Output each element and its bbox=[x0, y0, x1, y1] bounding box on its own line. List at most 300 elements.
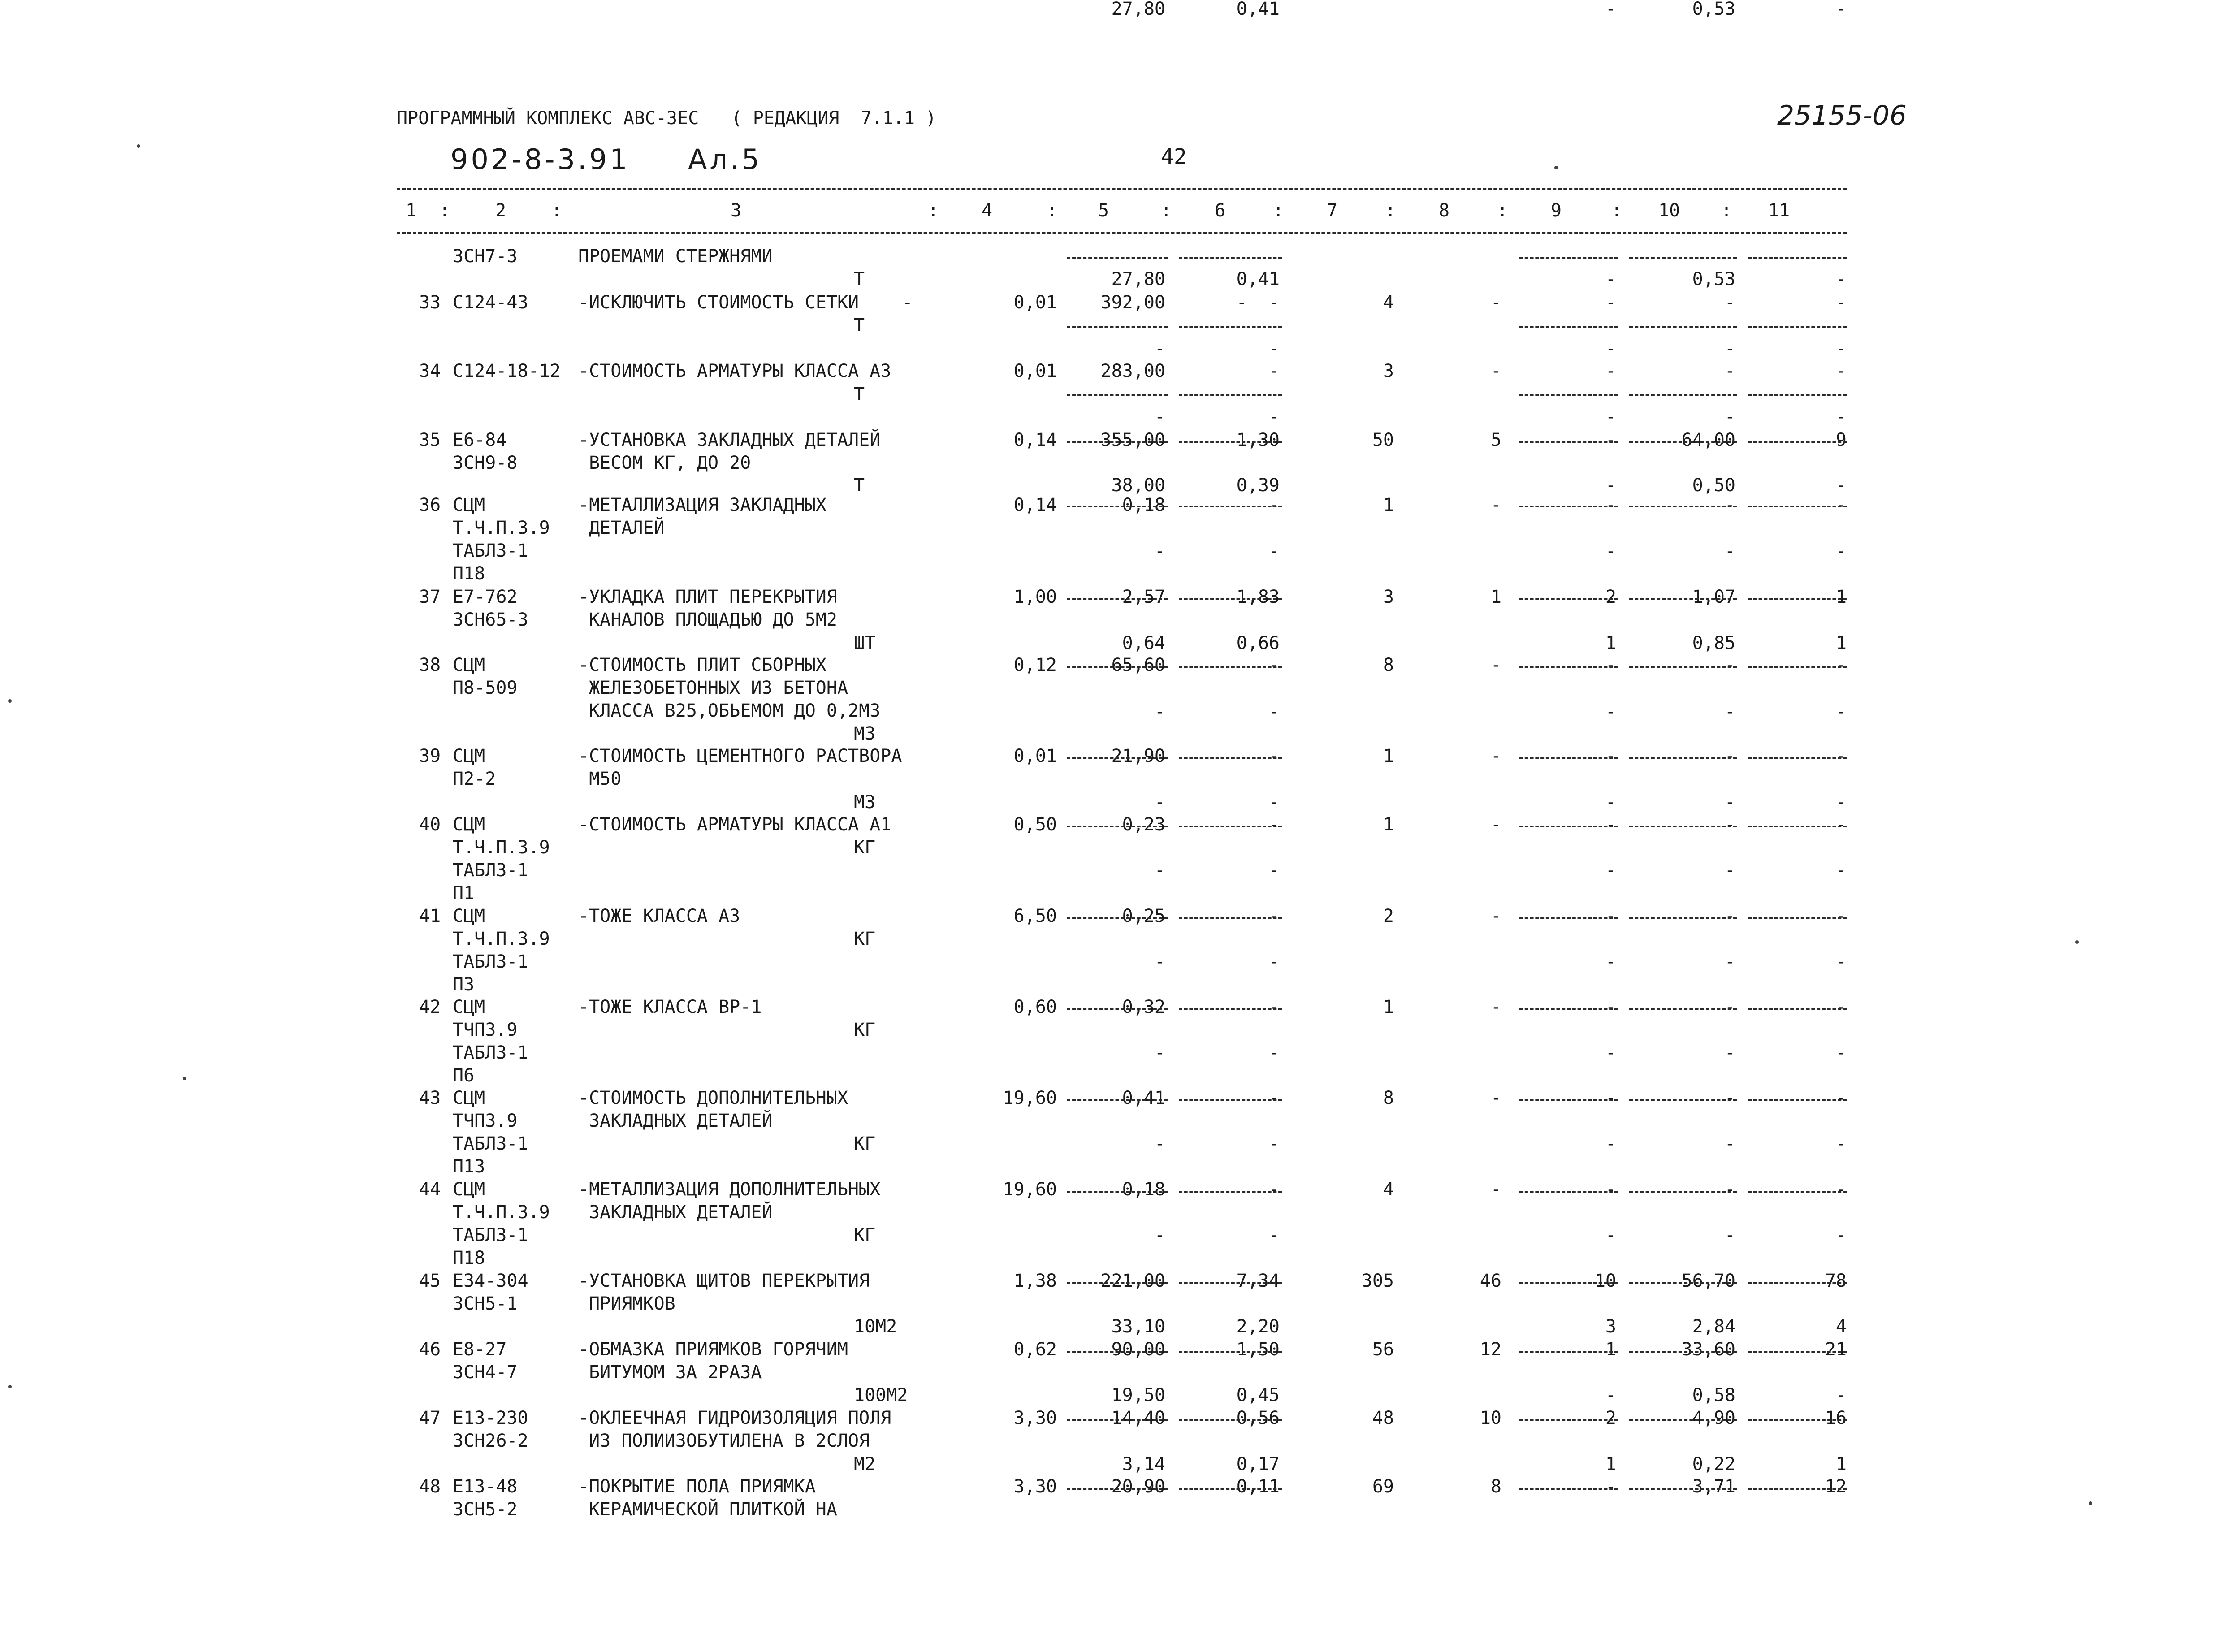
sub-value-col-9: - bbox=[1605, 951, 1616, 972]
value-separator bbox=[1629, 1008, 1737, 1010]
sub-value-col-10: - bbox=[1724, 1133, 1735, 1154]
value-separator bbox=[1067, 666, 1168, 668]
cell-col-11: 12 bbox=[1825, 1476, 1847, 1497]
cell-col-10: 3,71 bbox=[1692, 1476, 1735, 1497]
item-description: -СТОИМОСТЬ ЦЕМЕНТНОГО РАСТВОРА bbox=[578, 746, 902, 766]
cell-col-10: - bbox=[1724, 495, 1735, 515]
cell-col-10: 1,07 bbox=[1692, 587, 1735, 607]
value-separator bbox=[1748, 598, 1847, 600]
value-separator bbox=[1748, 257, 1847, 259]
row-number: 45 bbox=[419, 1271, 441, 1291]
cell-col-6: 1,50 bbox=[1236, 1339, 1280, 1360]
sub-value-col-6: 0,41 bbox=[1236, 269, 1280, 290]
cell-col-4: 0,50 bbox=[1013, 814, 1057, 835]
row-number: 48 bbox=[419, 1476, 441, 1497]
unit: КГ bbox=[854, 837, 876, 858]
cell-col-11: - bbox=[1835, 495, 1847, 515]
header-rule-bottom bbox=[397, 232, 1847, 234]
cell-col-4: 6,50 bbox=[1013, 906, 1057, 926]
item-description: ПРОЕМАМИ СТЕРЖНЯМИ bbox=[578, 246, 773, 267]
item-description: БИТУМОМ ЗА 2РАЗА bbox=[578, 1362, 762, 1383]
col-10: 10 bbox=[1658, 200, 1680, 221]
cell-col-7: 8 bbox=[1383, 1088, 1394, 1108]
cell-col-10: 64,00 bbox=[1681, 430, 1735, 450]
col-3: 3 bbox=[731, 200, 742, 221]
value-separator bbox=[1179, 326, 1282, 328]
cell-col-6: - bbox=[1268, 361, 1280, 381]
item-code: Е6-84 bbox=[453, 430, 507, 450]
item-code: П1 bbox=[453, 883, 475, 904]
value-separator bbox=[1519, 326, 1618, 328]
item-description: ИЗ ПОЛИИЗОБУТИЛЕНА В 2СЛОЯ bbox=[578, 1431, 870, 1451]
scan-speck bbox=[2089, 1501, 2092, 1505]
item-description: -ОБМАЗКА ПРИЯМКОВ ГОРЯЧИМ bbox=[578, 1339, 848, 1360]
item-description: КЛАССА В25,ОБЬЕМОМ ДО 0,2М3 bbox=[578, 701, 881, 721]
col-sep: : bbox=[928, 200, 939, 221]
unit: ШТ bbox=[854, 633, 876, 653]
cell-col-5: 0,18 bbox=[1122, 1179, 1165, 1200]
item-description: ВЕСОМ КГ, ДО 20 bbox=[578, 453, 751, 473]
value-separator bbox=[1519, 917, 1618, 919]
col-11: 11 bbox=[1768, 200, 1790, 221]
sub-value-col-9: - bbox=[1605, 701, 1616, 722]
col-6: 6 bbox=[1215, 200, 1226, 221]
cell-col-5: 0,18 bbox=[1122, 495, 1165, 515]
cell-col-11: - bbox=[1835, 0, 1847, 19]
unit: 10М2 bbox=[854, 1316, 897, 1337]
item-code: П2-2 bbox=[453, 769, 496, 789]
cell-col-8: 1 bbox=[1490, 587, 1501, 607]
sub-value-col-5: - bbox=[1154, 1225, 1165, 1245]
program-title: ПРОГРАММНЫЙ КОМПЛЕКС АВС-ЗЕС ( РЕДАКЦИЯ 7.1.1 ) bbox=[397, 108, 937, 129]
cell-col-11: - bbox=[1835, 1088, 1847, 1108]
col-4: 4 bbox=[982, 200, 993, 221]
cell-col-5: 0,32 bbox=[1122, 997, 1165, 1017]
value-separator bbox=[1519, 506, 1618, 507]
sub-value-col-10: - bbox=[1724, 338, 1735, 359]
value-separator bbox=[1519, 394, 1618, 396]
cell-col-11: - bbox=[1835, 997, 1847, 1017]
sub-value-col-11: - bbox=[1835, 1225, 1847, 1245]
cell-col-6: 0,11 bbox=[1236, 1476, 1280, 1497]
cell-col-9: - bbox=[1605, 1088, 1616, 1108]
value-separator bbox=[1629, 757, 1737, 759]
sub-value-col-11: - bbox=[1835, 269, 1847, 290]
cell-col-7: 48 bbox=[1372, 1408, 1394, 1428]
handwritten-number: 25155-06 bbox=[1777, 100, 1907, 131]
cell-col-9: - bbox=[1605, 292, 1616, 313]
value-separator bbox=[1519, 826, 1618, 827]
sub-value-col-11: - bbox=[1835, 1133, 1847, 1154]
cell-col-6: - bbox=[1268, 814, 1280, 835]
header-rule-top bbox=[397, 188, 1847, 190]
cell-col-9: - bbox=[1605, 0, 1616, 19]
sub-value-col-5: - bbox=[1154, 792, 1165, 813]
cell-col-6: - bbox=[1268, 906, 1280, 926]
sub-value-col-5: 3,14 bbox=[1122, 1454, 1165, 1475]
cell-col-9: 2 bbox=[1605, 1408, 1616, 1428]
cell-col-6: 0,56 bbox=[1236, 1408, 1280, 1428]
sub-value-col-5: - bbox=[1154, 541, 1165, 562]
row-number: 40 bbox=[419, 814, 441, 835]
cell-col-4: 0,12 bbox=[1013, 655, 1057, 675]
value-separator bbox=[1748, 1191, 1847, 1193]
value-separator bbox=[1629, 598, 1737, 600]
item-code: ТАБЛ3-1 bbox=[453, 1225, 528, 1245]
unit: М3 bbox=[854, 723, 876, 744]
sub-value-col-10: - bbox=[1724, 1042, 1735, 1063]
item-code: ТАБЛ3-1 bbox=[453, 1133, 528, 1154]
value-separator bbox=[1748, 1351, 1847, 1353]
row-number: 38 bbox=[419, 655, 441, 675]
value-separator bbox=[1519, 257, 1618, 259]
value-separator bbox=[1748, 666, 1847, 668]
item-description: М50 bbox=[578, 769, 622, 789]
value-separator bbox=[1629, 257, 1737, 259]
cell-col-10: - bbox=[1724, 292, 1735, 313]
item-code: Т.Ч.П.3.9 bbox=[453, 518, 550, 538]
value-separator bbox=[1067, 1008, 1168, 1010]
cell-col-5: 27,80 bbox=[1111, 0, 1165, 19]
row-number: 36 bbox=[419, 495, 441, 515]
value-separator bbox=[1067, 1099, 1168, 1101]
cell-col-4: 1,00 bbox=[1013, 587, 1057, 607]
cell-col-10: 0,53 bbox=[1692, 0, 1735, 19]
unit: КГ bbox=[854, 1225, 876, 1245]
col-1: 1 bbox=[406, 200, 417, 221]
cell-col-7: 4 bbox=[1383, 292, 1394, 313]
scan-speck bbox=[1554, 166, 1558, 169]
item-code: Т.Ч.П.3.9 bbox=[453, 929, 550, 949]
sub-value-col-9: - bbox=[1605, 1225, 1616, 1245]
cell-col-8: 8 bbox=[1490, 1476, 1501, 1497]
cell-col-7: 2 bbox=[1383, 906, 1394, 926]
value-separator bbox=[1067, 1191, 1168, 1193]
value-separator bbox=[1748, 506, 1847, 507]
cell-col-4: 19,60 bbox=[1003, 1088, 1057, 1108]
col-2: 2 bbox=[495, 200, 506, 221]
item-code: Т.Ч.П.3.9 bbox=[453, 1202, 550, 1223]
cell-col-10: - bbox=[1724, 655, 1735, 675]
row-number: 42 bbox=[419, 997, 441, 1017]
cell-col-5: 392,00 bbox=[1100, 292, 1165, 313]
cell-col-9: - bbox=[1605, 430, 1616, 450]
sub-value-col-6: - bbox=[1268, 1133, 1280, 1154]
cell-col-7: 3 bbox=[1383, 587, 1394, 607]
cell-col-7: 69 bbox=[1372, 1476, 1394, 1497]
scan-speck bbox=[183, 1077, 186, 1080]
cell-col-5: 21,90 bbox=[1111, 746, 1165, 766]
value-separator bbox=[1519, 1191, 1618, 1193]
sub-value-col-11: - bbox=[1835, 1042, 1847, 1063]
cell-col-11: 9 bbox=[1835, 430, 1847, 450]
sub-value-col-11: - bbox=[1835, 792, 1847, 813]
value-separator bbox=[1748, 326, 1847, 328]
sub-value-col-9: - bbox=[1605, 1042, 1616, 1063]
value-separator bbox=[1067, 441, 1168, 443]
cell-col-5: 355,00 bbox=[1100, 430, 1165, 450]
value-separator bbox=[1519, 1419, 1618, 1421]
cell-col-9: 1 bbox=[1605, 1339, 1616, 1360]
sub-value-col-11: - bbox=[1835, 860, 1847, 881]
cell-col-7: 50 bbox=[1372, 430, 1394, 450]
col-8: 8 bbox=[1439, 200, 1450, 221]
cell-col-11: - bbox=[1835, 655, 1847, 675]
sub-value-col-11: - bbox=[1835, 951, 1847, 972]
value-separator bbox=[1179, 1099, 1282, 1101]
cell-col-6: - bbox=[1268, 746, 1280, 766]
cell-col-7: 8 bbox=[1383, 655, 1394, 675]
row-number: 35 bbox=[419, 430, 441, 450]
sub-value-col-10: - bbox=[1724, 541, 1735, 562]
cell-col-9: - bbox=[1605, 361, 1616, 381]
cell-col-11: - bbox=[1835, 906, 1847, 926]
item-code: Е8-27 bbox=[453, 1339, 507, 1360]
cell-col-10: - bbox=[1724, 906, 1735, 926]
sub-value-col-10: - bbox=[1724, 792, 1735, 813]
item-code: Т.Ч.П.3.9 bbox=[453, 837, 550, 858]
col-sep: : bbox=[1497, 200, 1508, 221]
sub-value-col-10: 0,58 bbox=[1692, 1385, 1735, 1405]
item-description: ПРИЯМКОВ bbox=[578, 1293, 675, 1314]
item-code: СЦМ bbox=[453, 655, 485, 675]
item-description: -ИСКЛЮЧИТЬ СТОИМОСТЬ СЕТКИ - bbox=[578, 292, 913, 313]
row-number: 46 bbox=[419, 1339, 441, 1360]
sub-value-col-9: - bbox=[1605, 269, 1616, 290]
value-separator bbox=[1629, 1282, 1737, 1284]
value-separator bbox=[1629, 1191, 1737, 1193]
item-code: СЦМ bbox=[453, 1088, 485, 1108]
cell-col-6: 7,34 bbox=[1236, 1271, 1280, 1291]
sub-value-col-5: 27,80 bbox=[1111, 269, 1165, 290]
item-description: -СТОИМОСТЬ ДОПОЛНИТЕЛЬНЫХ bbox=[578, 1088, 848, 1108]
col-sep: : bbox=[1161, 200, 1172, 221]
cell-col-7: 305 bbox=[1361, 1271, 1394, 1291]
cell-col-4: 0,60 bbox=[1013, 997, 1057, 1017]
cell-col-8: 12 bbox=[1480, 1339, 1501, 1360]
cell-col-5: 0,23 bbox=[1122, 814, 1165, 835]
item-code: ЗСН5-2 bbox=[453, 1499, 518, 1520]
cell-col-4: 0,01 bbox=[1013, 292, 1057, 313]
item-code: П18 bbox=[453, 1248, 485, 1268]
value-separator bbox=[1629, 1099, 1737, 1101]
item-description: КАНАЛОВ ПЛОЩАДЬЮ ДО 5М2 bbox=[578, 610, 837, 630]
item-code: С124-18-12 bbox=[453, 361, 561, 381]
cell-col-6: - bbox=[1268, 1088, 1280, 1108]
cell-col-8: - bbox=[1490, 292, 1501, 313]
sub-value-col-6: - bbox=[1268, 701, 1280, 722]
unit: 100М2 bbox=[854, 1385, 908, 1405]
sub-value-col-6: - bbox=[1268, 1225, 1280, 1245]
value-separator bbox=[1748, 917, 1847, 919]
item-description: -МЕТАЛЛИЗАЦИЯ ЗАКЛАДНЫХ bbox=[578, 495, 826, 515]
sub-value-col-9: 1 bbox=[1605, 633, 1616, 653]
value-separator bbox=[1519, 1099, 1618, 1101]
cell-col-7: 1 bbox=[1383, 814, 1394, 835]
cell-col-8: - bbox=[1490, 361, 1501, 381]
item-code: ЗСН65-3 bbox=[453, 610, 528, 630]
unit: КГ bbox=[854, 929, 876, 949]
row-number: 44 bbox=[419, 1179, 441, 1200]
sub-value-col-5: 0,64 bbox=[1122, 633, 1165, 653]
sub-value-col-9: - bbox=[1605, 1133, 1616, 1154]
value-separator bbox=[1067, 394, 1168, 396]
cell-col-6: 1,30 bbox=[1236, 430, 1280, 450]
value-separator bbox=[1519, 598, 1618, 600]
row-number: 43 bbox=[419, 1088, 441, 1108]
value-separator bbox=[1067, 1419, 1168, 1421]
sub-value-col-9: - bbox=[1605, 541, 1616, 562]
sub-value-col-11: 1 bbox=[1835, 1454, 1847, 1475]
item-code: ЗСН26-2 bbox=[453, 1431, 528, 1451]
value-separator bbox=[1519, 757, 1618, 759]
cell-col-6: - bbox=[1268, 495, 1280, 515]
value-separator bbox=[1067, 826, 1168, 827]
unit: М3 bbox=[854, 792, 876, 813]
item-code: П8-509 bbox=[453, 678, 518, 698]
sub-value-col-6: - bbox=[1268, 860, 1280, 881]
cell-col-5: 20,90 bbox=[1111, 1476, 1165, 1497]
sub-value-col-5: - bbox=[1154, 701, 1165, 722]
item-code: ТАБЛ3-1 bbox=[453, 860, 528, 881]
sub-value-col-9: 1 bbox=[1605, 1454, 1616, 1475]
unit: Т bbox=[854, 475, 865, 496]
cell-col-9: - bbox=[1605, 1179, 1616, 1200]
item-description: -СТОИМОСТЬ АРМАТУРЫ КЛАССА А1 bbox=[578, 814, 891, 835]
sub-value-col-9: 3 bbox=[1605, 1316, 1616, 1337]
value-separator bbox=[1748, 1488, 1847, 1490]
cell-col-10: - bbox=[1724, 997, 1735, 1017]
item-code: Е34-304 bbox=[453, 1271, 528, 1291]
cell-col-10: 4,90 bbox=[1692, 1408, 1735, 1428]
value-separator bbox=[1179, 666, 1282, 668]
cell-col-11: 16 bbox=[1825, 1408, 1847, 1428]
cell-col-4: 0,62 bbox=[1013, 1339, 1057, 1360]
cell-col-5: 90,00 bbox=[1111, 1339, 1165, 1360]
value-separator bbox=[1519, 1488, 1618, 1490]
cell-col-10: - bbox=[1724, 1088, 1735, 1108]
sub-value-col-10: - bbox=[1724, 407, 1735, 427]
value-separator bbox=[1067, 506, 1168, 507]
item-description: ЗАКЛАДНЫХ ДЕТАЛЕЙ bbox=[578, 1202, 773, 1223]
item-description: -ТОЖЕ КЛАССА АЗ bbox=[578, 906, 740, 926]
sub-value-col-11: - bbox=[1835, 1385, 1847, 1405]
col-5: 5 bbox=[1098, 200, 1109, 221]
cell-col-9: - bbox=[1605, 814, 1616, 835]
item-description: -СТОИМОСТЬ АРМАТУРЫ КЛАССА АЗ bbox=[578, 361, 891, 381]
item-code: ТАБЛ3-1 bbox=[453, 951, 528, 972]
cell-col-10: - bbox=[1724, 1179, 1735, 1200]
cell-col-11: 78 bbox=[1825, 1271, 1847, 1291]
item-code: СЦМ bbox=[453, 746, 485, 766]
value-separator bbox=[1067, 1488, 1168, 1490]
value-separator bbox=[1748, 1099, 1847, 1101]
item-code: ЗСН4-7 bbox=[453, 1362, 518, 1383]
sub-value-col-10: - bbox=[1724, 701, 1735, 722]
item-code: ТАБЛ3-1 bbox=[453, 541, 528, 561]
unit: КГ bbox=[854, 1020, 876, 1040]
value-separator bbox=[1748, 441, 1847, 443]
row-number: 37 bbox=[419, 587, 441, 607]
item-description: -ТОЖЕ КЛАССА ВР-1 bbox=[578, 997, 762, 1017]
sub-value-col-5: - bbox=[1154, 407, 1165, 427]
sub-value-col-6: - bbox=[1268, 792, 1280, 813]
item-code: СЦМ bbox=[453, 906, 485, 926]
sub-value-col-10: 0,22 bbox=[1692, 1454, 1735, 1475]
value-separator bbox=[1519, 441, 1618, 443]
sub-value-col-6: - bbox=[1268, 951, 1280, 972]
cell-col-9: 10 bbox=[1594, 1271, 1616, 1291]
value-separator bbox=[1629, 326, 1737, 328]
unit: КГ bbox=[854, 1133, 876, 1154]
col-9: 9 bbox=[1551, 200, 1562, 221]
value-separator bbox=[1067, 1282, 1168, 1284]
item-code: Е13-230 bbox=[453, 1408, 528, 1428]
item-code: П18 bbox=[453, 563, 485, 584]
row-number: 33 bbox=[419, 292, 441, 313]
cell-col-8: 5 bbox=[1490, 430, 1501, 450]
sub-value-col-6: 0,45 bbox=[1236, 1385, 1280, 1405]
item-code: СЦМ bbox=[453, 495, 485, 515]
cell-col-7: 1 bbox=[1383, 495, 1394, 515]
col-sep: : bbox=[1385, 200, 1396, 221]
sub-value-col-9: - bbox=[1605, 792, 1616, 813]
sub-value-col-10: 2,84 bbox=[1692, 1316, 1735, 1337]
item-description: ЖЕЛЕЗОБЕТОННЫХ ИЗ БЕТОНА bbox=[578, 678, 848, 698]
sub-value-col-9: - bbox=[1605, 1385, 1616, 1405]
page-number: 42 bbox=[1161, 144, 1187, 169]
sub-value-col-10: - bbox=[1724, 951, 1735, 972]
cell-col-9: - bbox=[1605, 997, 1616, 1017]
cell-col-9: - bbox=[1605, 655, 1616, 675]
cell-col-8: 46 bbox=[1480, 1271, 1501, 1291]
cell-col-8: - bbox=[1490, 1179, 1501, 1200]
item-code: СЦМ bbox=[453, 997, 485, 1017]
unit: Т bbox=[854, 269, 865, 290]
cell-col-11: - bbox=[1835, 746, 1847, 766]
cell-col-6: - bbox=[1268, 655, 1280, 675]
cell-col-9: - bbox=[1605, 495, 1616, 515]
value-separator bbox=[1748, 1008, 1847, 1010]
sub-value-col-11: - bbox=[1835, 338, 1847, 359]
sub-value-col-6: - bbox=[1268, 407, 1280, 427]
cell-col-7: 3 bbox=[1383, 361, 1394, 381]
value-separator bbox=[1629, 506, 1737, 507]
item-code: С124-43 bbox=[453, 292, 528, 313]
cell-col-4: 0,14 bbox=[1013, 495, 1057, 515]
cell-col-5: 0,41 bbox=[1122, 1088, 1165, 1108]
value-separator bbox=[1067, 326, 1168, 328]
cell-col-4: 0,01 bbox=[1013, 746, 1057, 766]
value-separator bbox=[1629, 666, 1737, 668]
col-7: 7 bbox=[1327, 200, 1338, 221]
cell-col-8: - bbox=[1490, 814, 1501, 835]
cell-col-7: 1 bbox=[1383, 997, 1394, 1017]
cell-col-8: - bbox=[1490, 997, 1501, 1017]
cell-col-11: - bbox=[1835, 1179, 1847, 1200]
sub-value-col-5: - bbox=[1154, 951, 1165, 972]
item-code: СЦМ bbox=[453, 1179, 485, 1200]
sub-value-col-5: 33,10 bbox=[1111, 1316, 1165, 1337]
value-separator bbox=[1067, 1351, 1168, 1353]
value-separator bbox=[1179, 1282, 1282, 1284]
value-separator bbox=[1179, 1419, 1282, 1421]
item-code: ТЧП3.9 bbox=[453, 1020, 518, 1040]
cell-col-8: - bbox=[1490, 906, 1501, 926]
value-separator bbox=[1179, 917, 1282, 919]
cell-col-8: - bbox=[1490, 1088, 1501, 1108]
value-separator bbox=[1067, 598, 1168, 600]
